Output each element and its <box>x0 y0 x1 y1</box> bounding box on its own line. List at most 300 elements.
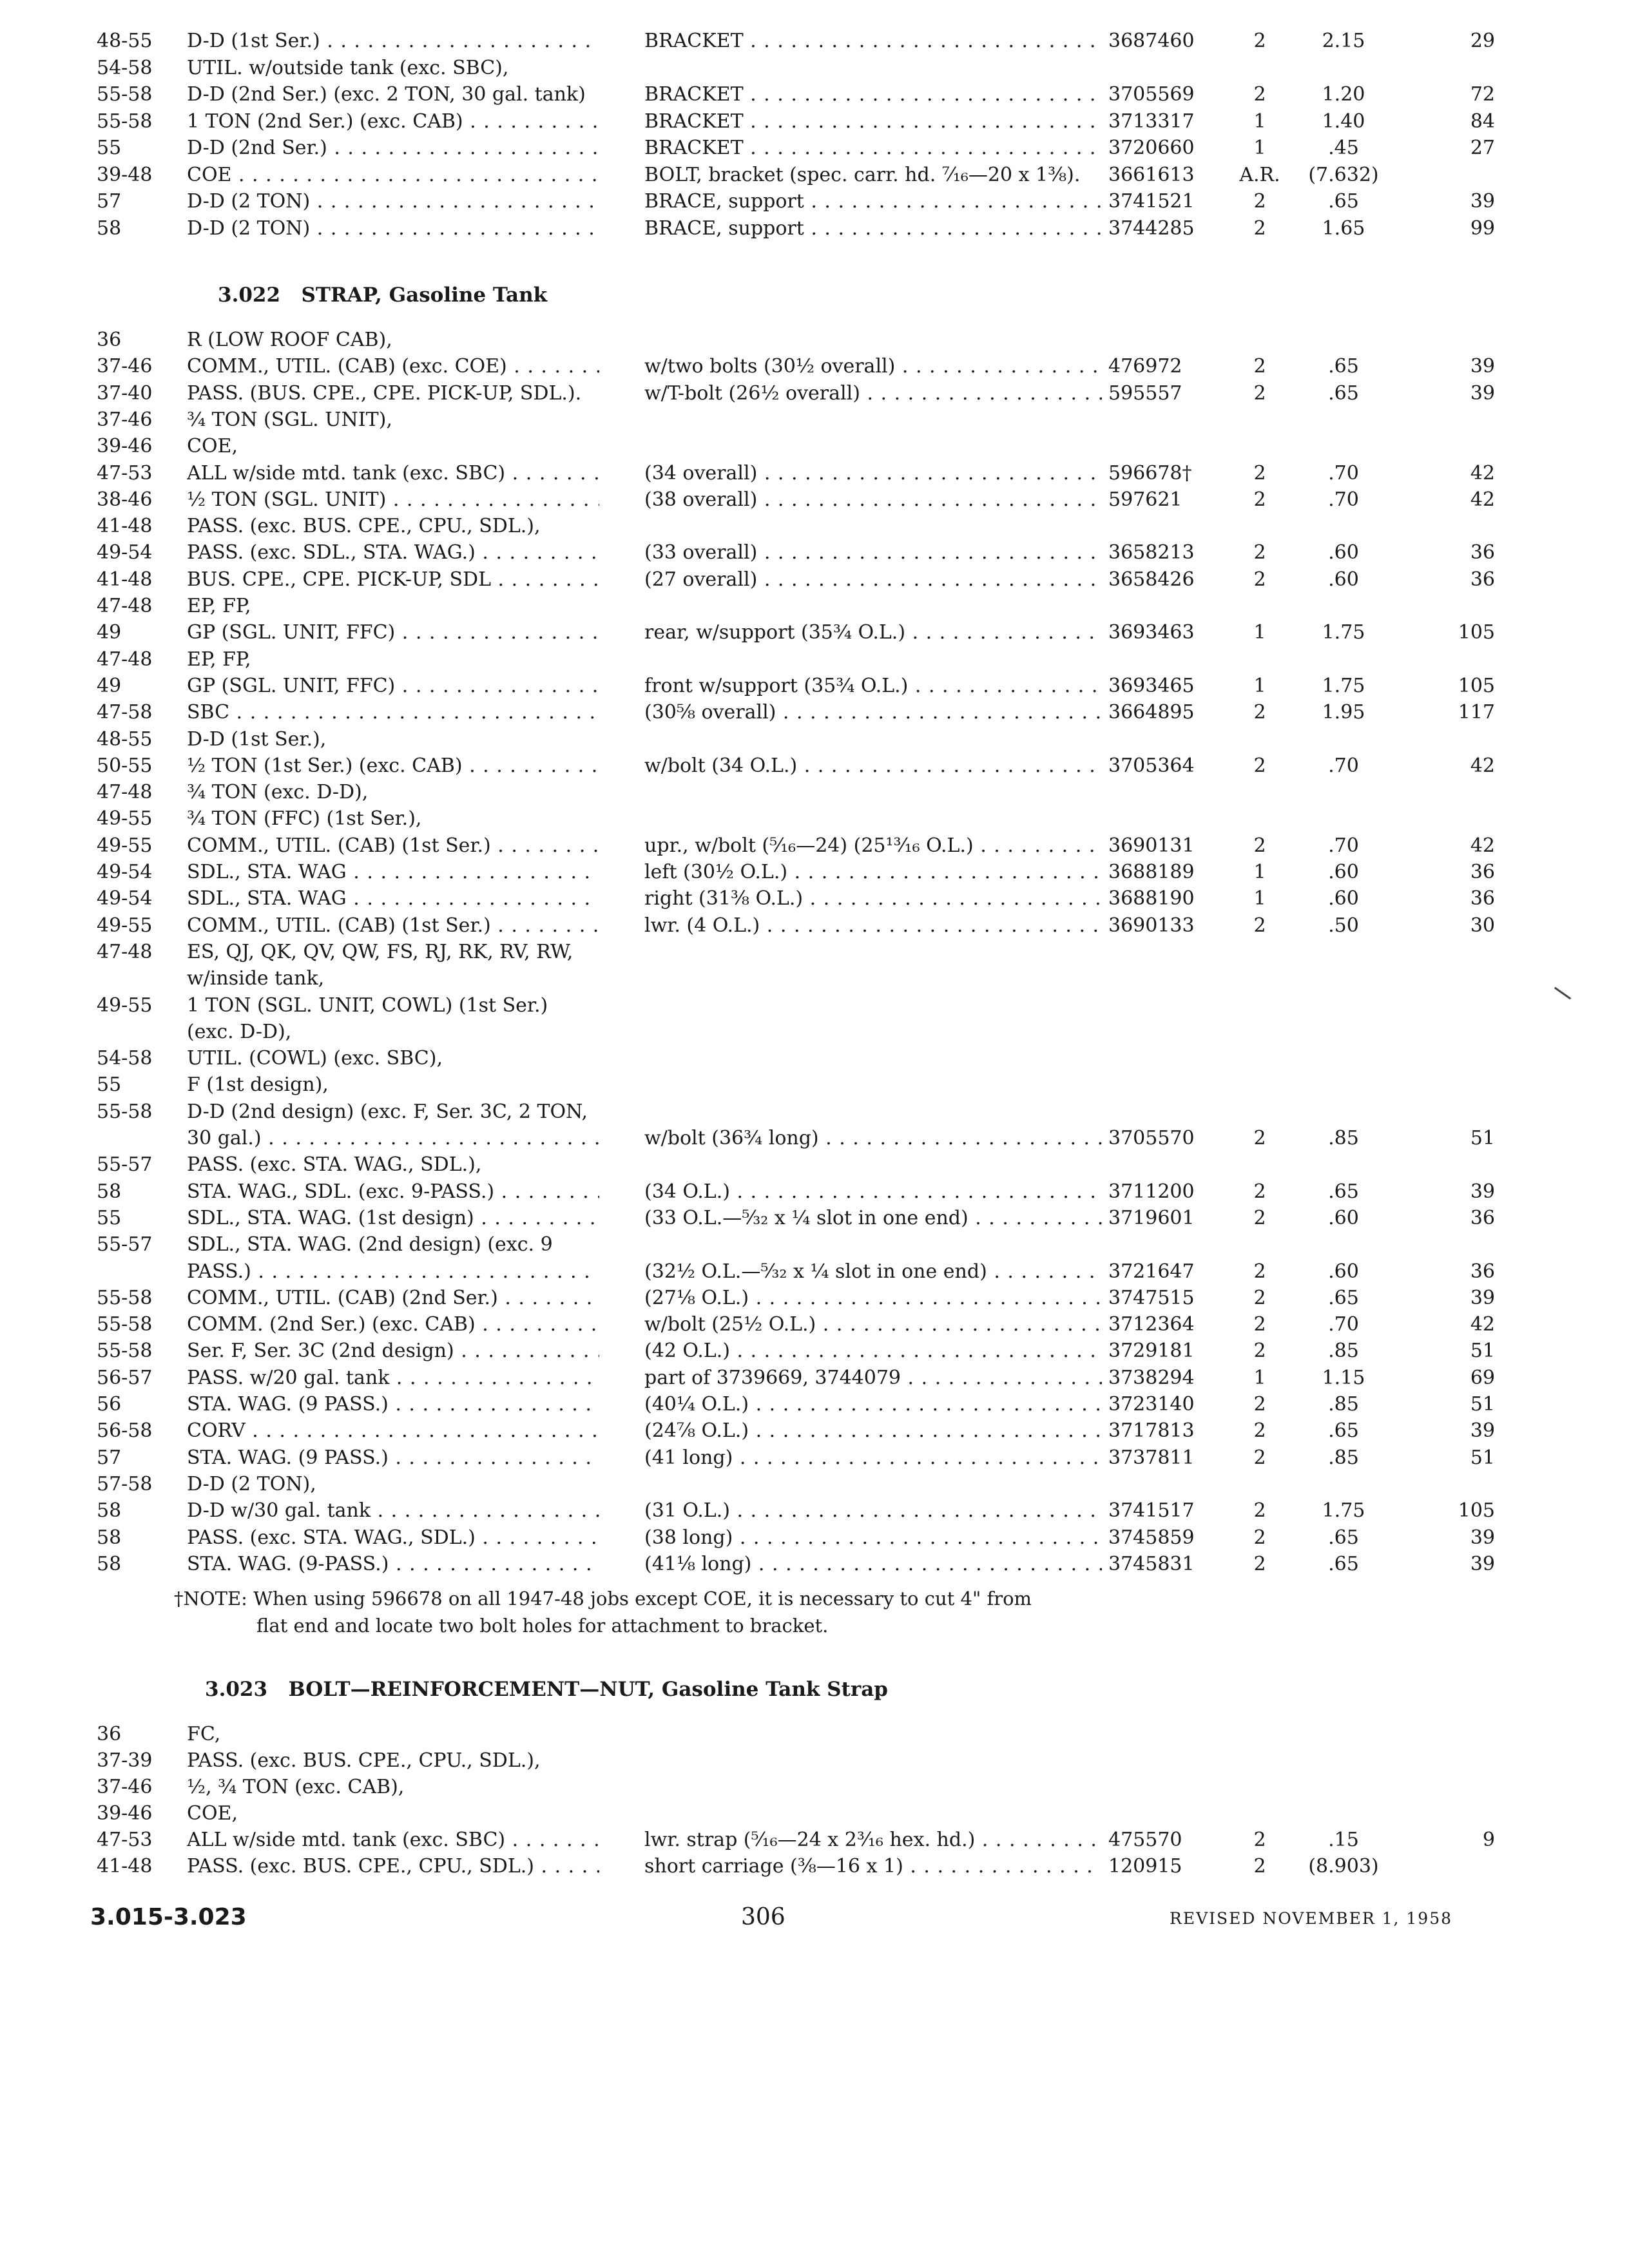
part-number-cell: 475570 <box>1108 1829 1182 1851</box>
part-name-cell: (32½ O.L.—⁵⁄₃₂ x ¼ slot in one end) . . . <box>644 1258 1102 1286</box>
table-row <box>0 832 1629 860</box>
part-name-cell: (33 O.L.—⁵⁄₃₂ x ¼ slot in one end) . . . <box>644 1204 1102 1233</box>
price-cell: .65 <box>1328 381 1359 405</box>
price-code-cell: 99 <box>1470 216 1495 240</box>
description-cell: D-D (1st Ser.) . . . <box>187 27 599 55</box>
part-number-cell: 597621 <box>1108 488 1182 511</box>
part-number-cell: 120915 <box>1108 1855 1182 1878</box>
year-cell: 37-40 <box>97 381 153 405</box>
year-cell: 47-53 <box>97 1829 153 1851</box>
quantity-cell: 2 <box>1253 914 1266 937</box>
price-cell: 1.75 <box>1322 621 1365 644</box>
table-row <box>0 539 1629 567</box>
description-cell: ES, QJ, QK, QV, QW, FS, RJ, RK, RV, RW, <box>187 940 574 963</box>
description-cell: Ser. F, Ser. 3C (2nd design) . . . <box>187 1337 599 1365</box>
part-name-cell: part of 3739669, 3744079 . . . <box>644 1364 1102 1392</box>
part-name-cell: (34 O.L.) . . . <box>644 1178 1102 1206</box>
table-row <box>0 27 1629 55</box>
price-cell: .70 <box>1328 754 1359 777</box>
year-cell: 55-57 <box>97 1153 153 1177</box>
part-number-cell: 3719601 <box>1108 1206 1195 1229</box>
year-cell: 39-46 <box>97 1802 153 1825</box>
table-row <box>0 672 1629 700</box>
year-cell: 58 <box>97 1526 122 1549</box>
quantity-cell: 2 <box>1253 1340 1266 1363</box>
year-cell: 58 <box>97 1552 122 1575</box>
description-cell: R (LOW ROOF CAB), <box>187 329 392 351</box>
part-name-cell: (27 overall) . . . <box>644 566 1102 594</box>
description-cell: ¾ TON (FFC) (1st Ser.), <box>187 807 422 831</box>
quantity-cell: 2 <box>1253 1446 1266 1469</box>
part-name-cell: rear, w/support (35¾ O.L.) . . . <box>644 619 1102 647</box>
table-row <box>0 1098 1629 1126</box>
table-row <box>0 1417 1629 1445</box>
price-cell: .65 <box>1328 190 1359 213</box>
year-cell: 47-48 <box>97 648 153 671</box>
quantity-cell: 2 <box>1253 1499 1266 1523</box>
price-cell: .85 <box>1328 1446 1359 1469</box>
year-cell: 39-48 <box>97 163 153 186</box>
price-code-cell: 36 <box>1470 541 1495 564</box>
quantity-cell: 1 <box>1253 137 1266 159</box>
price-code-cell: 105 <box>1458 674 1495 697</box>
part-number-cell: 3688189 <box>1108 861 1195 883</box>
table-row <box>0 215 1629 243</box>
year-cell: 49 <box>97 674 122 697</box>
part-name-cell: (42 O.L.) . . . <box>644 1337 1102 1365</box>
year-cell: 55-57 <box>97 1233 153 1256</box>
year-cell: 47-48 <box>97 940 153 963</box>
description-cell: SDL., STA. WAG . . . <box>187 885 599 913</box>
price-code-cell: 29 <box>1470 30 1495 52</box>
part-name-cell: lwr. strap (⁵⁄₁₆—24 x 2³⁄₁₆ hex. hd.) . . . <box>644 1826 1102 1854</box>
table-row <box>0 965 1629 993</box>
part-number-cell: 3661613 <box>1108 163 1195 186</box>
quantity-cell: 2 <box>1253 1260 1266 1283</box>
description-cell: PASS. (exc. SDL., STA. WAG.) . . . <box>187 539 599 567</box>
part-name-cell: w/bolt (36¾ long) . . . <box>644 1124 1102 1153</box>
price-code-cell: 39 <box>1470 355 1495 378</box>
year-cell: 47-48 <box>97 595 153 617</box>
description-cell: ¾ TON (exc. D-D), <box>187 781 369 804</box>
description-cell: SDL., STA. WAG. (1st design) . . . <box>187 1204 599 1233</box>
price-code-cell: 39 <box>1470 190 1495 213</box>
price-code-cell: 36 <box>1470 1260 1495 1283</box>
part-name-cell: left (30½ O.L.) . . . <box>644 858 1102 887</box>
table-row <box>0 1852 1629 1881</box>
description-cell: PASS. (exc. STA. WAG., SDL.) . . . <box>187 1524 599 1552</box>
section-heading-3022 <box>218 284 547 307</box>
description-cell: EP, FP, <box>187 595 251 617</box>
price-cell: .85 <box>1328 1393 1359 1416</box>
price-code-cell: 51 <box>1470 1446 1495 1469</box>
year-cell: 37-39 <box>97 1749 153 1772</box>
table-row <box>0 81 1629 109</box>
table-row <box>0 1497 1629 1525</box>
table-row <box>0 1044 1629 1073</box>
price-code-cell: 42 <box>1470 754 1495 777</box>
price-code-cell: 39 <box>1470 381 1495 405</box>
price-cell: .65 <box>1328 1526 1359 1549</box>
part-name-cell: BRACE, support . . . <box>644 187 1102 216</box>
table-row <box>0 752 1629 780</box>
part-number-cell: 3745831 <box>1108 1552 1195 1575</box>
price-code-cell: 27 <box>1470 137 1495 159</box>
table-row <box>0 1231 1629 1259</box>
part-name-cell: short carriage (⅜—16 x 1) . . . <box>644 1852 1102 1881</box>
table-row <box>0 726 1629 754</box>
year-cell: 55 <box>97 1073 122 1097</box>
year-cell: 57-58 <box>97 1472 153 1495</box>
part-number-cell: 3720660 <box>1108 137 1195 159</box>
price-code-cell: 39 <box>1470 1552 1495 1575</box>
price-code-cell: 72 <box>1470 83 1495 106</box>
price-cell: .60 <box>1328 541 1359 564</box>
description-cell: 1 TON (2nd Ser.) (exc. CAB) . . . <box>187 108 599 136</box>
description-cell: CORV . . . <box>187 1417 599 1445</box>
description-cell: SDL., STA. WAG. (2nd design) (exc. 9 <box>187 1233 553 1256</box>
quantity-cell: 2 <box>1253 1206 1266 1229</box>
table-row <box>0 912 1629 940</box>
description-cell: ½ TON (SGL. UNIT) . . . <box>187 486 599 514</box>
price-code-cell: 42 <box>1470 834 1495 857</box>
part-name-cell: (33 overall) . . . <box>644 539 1102 567</box>
year-cell: 55-58 <box>97 1340 153 1363</box>
part-name-cell: BRACKET . . . <box>644 108 1102 136</box>
quantity-cell: 2 <box>1253 1313 1266 1336</box>
price-code-cell: 84 <box>1470 110 1495 133</box>
table-row <box>0 1747 1629 1775</box>
quantity-cell: 2 <box>1253 701 1266 724</box>
table-row <box>0 778 1629 807</box>
part-number-cell: 3711200 <box>1108 1180 1195 1203</box>
quantity-cell: 2 <box>1253 1526 1266 1549</box>
table-row <box>0 1018 1629 1046</box>
year-cell: 58 <box>97 1180 122 1203</box>
description-cell: PASS.) . . . <box>187 1258 599 1286</box>
description-cell: PASS. w/20 gal. tank . . . <box>187 1364 599 1392</box>
footnote <box>174 1585 1141 1639</box>
quantity-cell: 1 <box>1253 861 1266 883</box>
table-row <box>0 1720 1629 1749</box>
part-number-cell: 3687460 <box>1108 30 1195 52</box>
year-cell: 55-58 <box>97 1313 153 1336</box>
year-cell: 55-58 <box>97 110 153 133</box>
part-name-cell: (38 long) . . . <box>644 1524 1102 1552</box>
quantity-cell: 2 <box>1253 834 1266 857</box>
table-row <box>0 486 1629 514</box>
description-cell: ½ TON (1st Ser.) (exc. CAB) . . . <box>187 752 599 780</box>
part-number-cell: 3744285 <box>1108 216 1195 240</box>
description-cell: COE, <box>187 1802 238 1825</box>
part-name-cell: (41⅛ long) . . . <box>644 1550 1102 1579</box>
part-number-cell: 476972 <box>1108 355 1182 378</box>
price-cell: (7.632) <box>1308 163 1379 186</box>
quantity-cell: 2 <box>1253 30 1266 52</box>
part-name-cell: (31 O.L.) . . . <box>644 1497 1102 1525</box>
year-cell: 49-54 <box>97 541 153 564</box>
description-cell: COMM., UTIL. (CAB) (1st Ser.) . . . <box>187 832 599 860</box>
price-code-cell: 36 <box>1470 568 1495 591</box>
year-cell: 37-46 <box>97 408 153 431</box>
table-row <box>0 54 1629 82</box>
year-cell: 37-46 <box>97 355 153 378</box>
table-row <box>0 698 1629 727</box>
part-number-cell: 3737811 <box>1108 1446 1195 1469</box>
year-cell: 47-48 <box>97 781 153 804</box>
year-cell: 48-55 <box>97 727 153 751</box>
section-number: 3.023 <box>205 1678 268 1701</box>
description-cell: GP (SGL. UNIT, FFC) . . . <box>187 672 599 700</box>
description-cell: ALL w/side mtd. tank (exc. SBC) . . . <box>187 459 599 488</box>
description-cell: D-D w/30 gal. tank . . . <box>187 1497 599 1525</box>
quantity-cell: 2 <box>1253 541 1266 564</box>
table-row <box>0 1524 1629 1552</box>
description-cell: GP (SGL. UNIT, FFC) . . . <box>187 619 599 647</box>
price-cell: .65 <box>1328 1180 1359 1203</box>
table-row <box>0 646 1629 674</box>
description-cell: FC, <box>187 1723 221 1745</box>
table-row <box>0 512 1629 541</box>
price-cell: .70 <box>1328 461 1359 485</box>
part-number-cell: 3721647 <box>1108 1260 1195 1283</box>
year-cell: 47-53 <box>97 461 153 485</box>
price-cell: .60 <box>1328 887 1359 910</box>
price-code-cell: 39 <box>1470 1526 1495 1549</box>
price-code-cell: 51 <box>1470 1127 1495 1149</box>
description-cell: D-D (2nd Ser.) . . . <box>187 134 599 162</box>
price-cell: 1.75 <box>1322 1499 1365 1523</box>
description-cell: COMM., UTIL. (CAB) (2nd Ser.) . . . <box>187 1284 599 1312</box>
table-row <box>0 459 1629 488</box>
description-cell: STA. WAG. (9 PASS.) . . . <box>187 1444 599 1472</box>
price-cell: 1.15 <box>1322 1366 1365 1389</box>
year-cell: 58 <box>97 216 122 240</box>
price-cell: .65 <box>1328 1286 1359 1309</box>
table-row <box>0 134 1629 162</box>
description-cell: COE, <box>187 435 238 458</box>
year-cell: 41-48 <box>97 568 153 591</box>
table-row <box>0 1773 1629 1802</box>
price-code-cell: 42 <box>1470 1313 1495 1336</box>
quantity-cell: 1 <box>1253 674 1266 697</box>
part-name-cell: w/two bolts (30½ overall) . . . <box>644 352 1102 381</box>
description-cell: D-D (2nd Ser.) (exc. 2 TON, 30 gal. tank) <box>187 83 586 106</box>
description-cell: PASS. (exc. BUS. CPE., CPU., SDL.) . . . <box>187 1852 599 1881</box>
table-row <box>0 1124 1629 1153</box>
part-number-cell: 3745859 <box>1108 1526 1195 1549</box>
table-row <box>0 938 1629 966</box>
year-cell: 41-48 <box>97 515 153 538</box>
part-number-cell: 3723140 <box>1108 1393 1195 1416</box>
part-number-cell: 3713317 <box>1108 110 1195 133</box>
footnote-line-2: flat end and locate two bolt holes for attachment to bracket. <box>256 1615 829 1637</box>
section-number: 3.022 <box>218 284 281 307</box>
price-cell: .50 <box>1328 914 1359 937</box>
year-cell: 49-54 <box>97 861 153 883</box>
quantity-cell: 2 <box>1253 1393 1266 1416</box>
table-row <box>0 326 1629 354</box>
quantity-cell: 2 <box>1253 568 1266 591</box>
table-row <box>0 1071 1629 1099</box>
description-cell: PASS. (exc. STA. WAG., SDL.), <box>187 1153 482 1177</box>
quantity-cell: 2 <box>1253 190 1266 213</box>
description-cell: 1 TON (SGL. UNIT, COWL) (1st Ser.) <box>187 994 548 1017</box>
price-code-cell: 117 <box>1458 701 1495 724</box>
table-row <box>0 161 1629 189</box>
year-cell: 49-54 <box>97 887 153 910</box>
page-number: 306 <box>741 1904 786 1930</box>
part-number-cell: 3658213 <box>1108 541 1195 564</box>
part-name-cell: (38 overall) . . . <box>644 486 1102 514</box>
price-cell: 1.75 <box>1322 674 1365 697</box>
price-cell: .60 <box>1328 568 1359 591</box>
year-cell: 49-55 <box>97 994 153 1017</box>
year-cell: 41-48 <box>97 1855 153 1878</box>
table-row <box>0 619 1629 647</box>
price-code-cell: 36 <box>1470 861 1495 883</box>
table-row <box>0 187 1629 216</box>
price-cell: .85 <box>1328 1340 1359 1363</box>
price-code-cell: 39 <box>1470 1286 1495 1309</box>
part-number-cell: 3688190 <box>1108 887 1195 910</box>
part-number-cell: 595557 <box>1108 381 1182 405</box>
description-cell: PASS. (exc. BUS. CPE., CPU., SDL.), <box>187 515 541 538</box>
part-number-cell: 3717813 <box>1108 1419 1195 1443</box>
year-cell: 37-46 <box>97 1776 153 1798</box>
quantity-cell: 2 <box>1253 1855 1266 1878</box>
description-cell: COMM., UTIL. (CAB) (1st Ser.) . . . <box>187 912 599 940</box>
year-cell: 56 <box>97 1393 122 1416</box>
table-row <box>0 380 1629 408</box>
part-name-cell: BRACE, support . . . <box>644 215 1102 243</box>
part-name-cell: lwr. (4 O.L.) . . . <box>644 912 1102 940</box>
section-title: STRAP, Gasoline Tank <box>301 284 548 307</box>
description-cell: PASS. (BUS. CPE., CPE. PICK-UP, SDL.). <box>187 381 582 405</box>
year-cell: 56-58 <box>97 1419 153 1443</box>
part-number-cell: 3741517 <box>1108 1499 1195 1523</box>
quantity-cell: 1 <box>1253 110 1266 133</box>
year-cell: 49-55 <box>97 914 153 937</box>
year-cell: 57 <box>97 1446 122 1469</box>
price-code-cell: 39 <box>1470 1419 1495 1443</box>
year-cell: 36 <box>97 1723 122 1745</box>
price-code-cell: 42 <box>1470 488 1495 511</box>
description-cell: STA. WAG. (9 PASS.) . . . <box>187 1390 599 1419</box>
price-code-cell: 69 <box>1470 1366 1495 1389</box>
part-name-cell: BRACKET . . . <box>644 27 1102 55</box>
price-code-cell: 36 <box>1470 887 1495 910</box>
year-cell: 58 <box>97 1499 122 1523</box>
year-cell: 50-55 <box>97 754 153 777</box>
part-number-cell: 3712364 <box>1108 1313 1195 1336</box>
table-row <box>0 1390 1629 1419</box>
description-cell: COMM., UTIL. (CAB) (exc. COE) . . . <box>187 352 599 381</box>
description-cell: UTIL. w/outside tank (exc. SBC), <box>187 56 509 79</box>
price-code-cell: 51 <box>1470 1393 1495 1416</box>
description-cell: ¾ TON (SGL. UNIT), <box>187 408 392 431</box>
price-cell: .70 <box>1328 834 1359 857</box>
description-cell: BUS. CPE., CPE. PICK-UP, SDL . . . <box>187 566 599 594</box>
year-cell: 36 <box>97 329 122 351</box>
price-cell: .45 <box>1328 137 1359 159</box>
table-row <box>0 566 1629 594</box>
price-cell: .60 <box>1328 1206 1359 1229</box>
part-name-cell: right (31⅜ O.L.) . . . <box>644 885 1102 913</box>
year-cell: 55-58 <box>97 83 153 106</box>
description-cell: STA. WAG., SDL. (exc. 9-PASS.) . . . <box>187 1178 599 1206</box>
description-cell: w/inside tank, <box>187 967 325 990</box>
table-row <box>0 885 1629 913</box>
part-number-cell: 3693463 <box>1108 621 1195 644</box>
table-row <box>0 1337 1629 1365</box>
quantity-cell: 1 <box>1253 621 1266 644</box>
price-cell: .65 <box>1328 1552 1359 1575</box>
table-row <box>0 352 1629 381</box>
table-row <box>0 1258 1629 1286</box>
year-cell: 39-46 <box>97 435 153 458</box>
table-row <box>0 406 1629 434</box>
section-heading-3023 <box>205 1678 888 1701</box>
price-cell: .60 <box>1328 861 1359 883</box>
description-cell: D-D (2 TON), <box>187 1472 316 1495</box>
price-code-cell: 42 <box>1470 461 1495 485</box>
quantity-cell: 2 <box>1253 1286 1266 1309</box>
table-row <box>0 1364 1629 1392</box>
price-code-cell: 105 <box>1458 621 1495 644</box>
price-cell: 1.65 <box>1322 216 1365 240</box>
table-row <box>0 1178 1629 1206</box>
table-row <box>0 1550 1629 1579</box>
table-row <box>0 1151 1629 1179</box>
part-number-cell: 3738294 <box>1108 1366 1195 1389</box>
year-cell: 55 <box>97 137 122 159</box>
year-cell: 49-55 <box>97 834 153 857</box>
description-cell: COE . . . <box>187 161 599 189</box>
part-name-cell: (30⅝ overall) . . . <box>644 698 1102 727</box>
year-cell: 54-58 <box>97 1047 153 1070</box>
part-name-cell: (34 overall) . . . <box>644 459 1102 488</box>
revision-date: REVISED NOVEMBER 1, 1958 <box>1170 1909 1453 1928</box>
year-cell: 47-58 <box>97 701 153 724</box>
price-cell: 1.20 <box>1322 83 1365 106</box>
description-cell: SDL., STA. WAG . . . <box>187 858 599 887</box>
price-code-cell: 51 <box>1470 1340 1495 1363</box>
quantity-cell: 2 <box>1253 355 1266 378</box>
table-row <box>0 592 1629 620</box>
price-code-cell: 39 <box>1470 1180 1495 1203</box>
table-row <box>0 1204 1629 1233</box>
table-row <box>0 992 1629 1020</box>
quantity-cell: 1 <box>1253 887 1266 910</box>
year-cell: 49-55 <box>97 807 153 831</box>
part-number-cell: 596678† <box>1108 461 1192 485</box>
year-cell: 55-58 <box>97 1100 153 1123</box>
part-name-cell: BRACKET . . . <box>644 81 1102 109</box>
part-name-cell: BOLT, bracket (spec. carr. hd. ⁷⁄₁₆—20 x 1³⁄₈). <box>644 163 1081 186</box>
price-cell: 2.15 <box>1322 30 1365 52</box>
year-cell: 55-58 <box>97 1286 153 1309</box>
description-cell: D-D (2 TON) . . . <box>187 187 599 216</box>
year-cell: 49 <box>97 621 122 644</box>
price-code-cell: 105 <box>1458 1499 1495 1523</box>
footnote-line-1: †NOTE: When using 596678 on all 1947-48 jobs except COE, it is necessary to cut 4" from <box>174 1588 1032 1610</box>
part-number-cell: 3658426 <box>1108 568 1195 591</box>
part-name-cell: front w/support (35¾ O.L.) . . . <box>644 672 1102 700</box>
price-cell: .60 <box>1328 1260 1359 1283</box>
quantity-cell: 2 <box>1253 1180 1266 1203</box>
quantity-cell: 2 <box>1253 488 1266 511</box>
